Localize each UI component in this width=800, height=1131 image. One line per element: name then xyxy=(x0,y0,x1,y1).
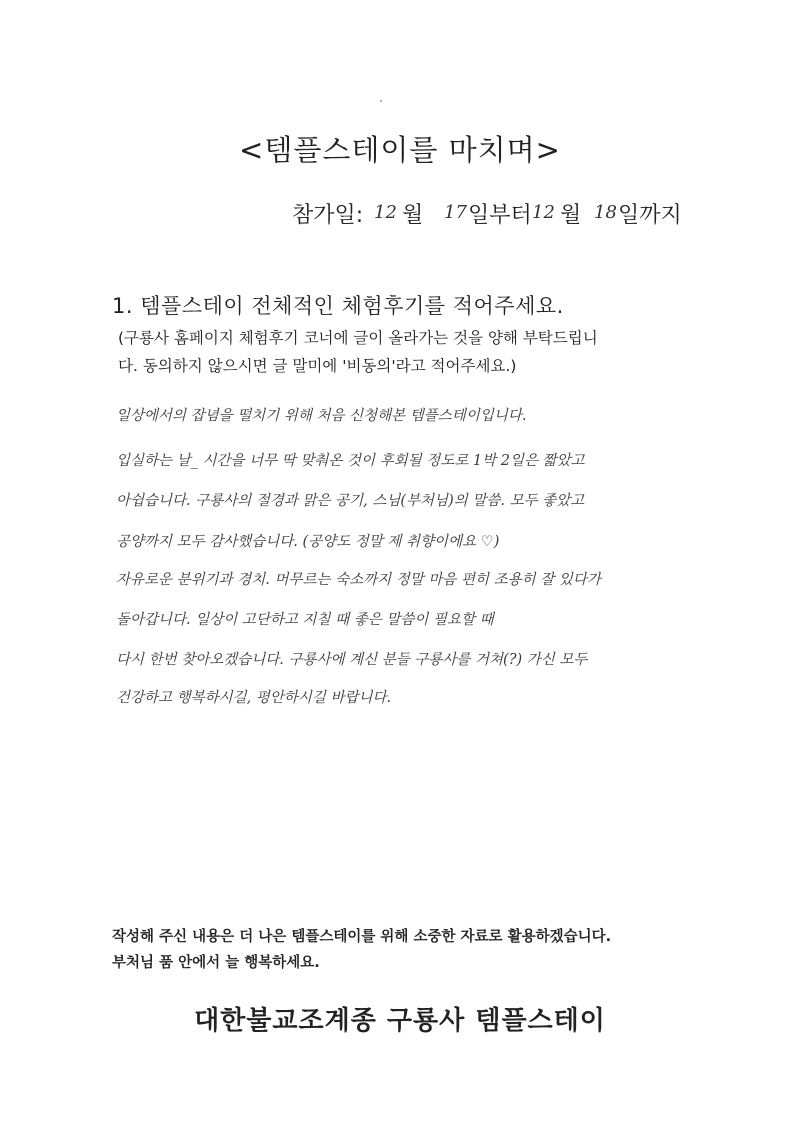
from-text: 일부터 xyxy=(468,203,532,228)
scan-speck xyxy=(380,100,382,102)
answer-line: 공양까지 모두 감사했습니다. (공양도 정말 제 취향이에요 ♡) xyxy=(116,534,500,550)
question-note-line: 다. 동의하지 않으시면 글 말미에 '비동의'라고 적어주세요.) xyxy=(118,357,517,375)
participation-period xyxy=(292,198,712,238)
answer-line: 건강하고 행복하시길, 평안하시길 바랍니다. xyxy=(116,690,392,706)
footer-note xyxy=(112,924,712,976)
organization-name: 대한불교조계종 구룡사 템플스테이 xyxy=(194,1006,606,1036)
footer-note-line: 부처님 품 안에서 늘 행복하세요. xyxy=(112,955,320,971)
start-month: 12 xyxy=(374,202,397,223)
question-note xyxy=(118,324,698,380)
answer-line: 돌아갑니다. 일상이 고단하고 지칠 때 좋은 말씀이 필요할 때 xyxy=(116,612,494,628)
answer-line: 자유로운 분위기과 경치. 머무르는 숙소까지 정말 마음 편히 조용히 잘 있다가 xyxy=(116,572,601,588)
until-text: 일까지 xyxy=(618,203,682,228)
answer-line: 일상에서의 잡념을 떨치기 위해 처음 신청해본 템플스테이입니다. xyxy=(116,408,527,424)
question-heading: 1. 템플스테이 전체적인 체험후기를 적어주세요. xyxy=(112,294,564,318)
start-day: 17 xyxy=(444,202,467,223)
answer-line: 다시 한번 찾아오겠습니다. 구룡사에 계신 분들 구룡사를 거쳐(?) 가신 모두 xyxy=(116,652,588,668)
answer-line: 입실하는 날_ 시간을 너무 딱 맞춰온 것이 후회될 정도로 1박 2일은 짧았고 xyxy=(116,453,585,469)
document-title: <템플스테이를 마치며> xyxy=(239,133,561,167)
answer-line: 아쉽습니다. 구룡사의 절경과 맑은 공기, 스님(부처님)의 말씀. 모두 좋았고 xyxy=(116,493,585,509)
end-day: 18 xyxy=(594,202,617,223)
end-month: 12 xyxy=(532,202,555,223)
question-note-line: (구룡사 홈페이지 체험후기 코너에 글이 올라가는 것을 양해 부탁드립니 xyxy=(118,329,598,347)
footer-note-line: 작성해 주신 내용은 더 나은 템플스테이를 위해 소중한 자료로 활용하겠습니다. xyxy=(112,929,612,945)
period-label: 참가일: xyxy=(292,203,364,228)
month-unit-1: 월 xyxy=(402,203,424,228)
month-unit-2: 월 xyxy=(560,203,582,228)
